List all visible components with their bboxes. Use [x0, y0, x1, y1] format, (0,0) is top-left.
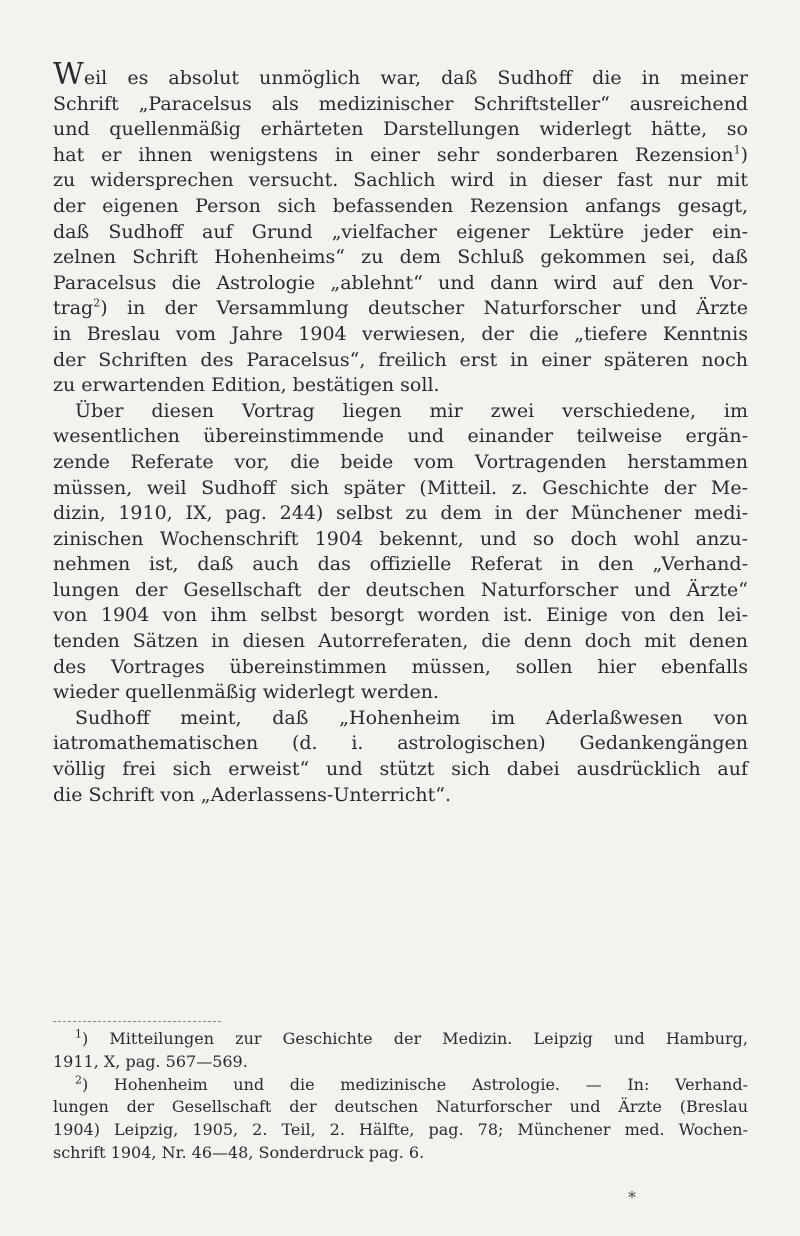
line-text: müssen, weil Sudhoff sich später (Mitteil. z. Geschichte der Me- — [53, 476, 748, 499]
line-text: die Schrift von „Aderlassens-Unterricht“. — [53, 783, 451, 806]
text-line — [53, 117, 748, 143]
line-text: wesentlichen übereinstimmende und einander teilweise ergän- — [53, 425, 748, 448]
text-line — [53, 680, 748, 706]
footnotes — [53, 1028, 748, 1165]
line-text: Schrift „Paracelsus als medizinischer Schriftsteller“ ausreichend — [53, 92, 748, 115]
line-text: lungen der Gesellschaft der deutschen Naturforscher und Ärzte“ — [53, 578, 748, 601]
line-text: nehmen ist, daß auch das offizielle Referat in den „Verhand- — [53, 553, 748, 576]
initial-letter: W — [53, 57, 84, 92]
line-text: zu widersprechen versucht. Sachlich wird in dieser fast nur mit — [53, 169, 748, 192]
text-line — [53, 194, 748, 220]
text-line — [53, 603, 748, 629]
footnote-line — [53, 1051, 748, 1074]
line-text: der eigenen Person sich befassenden Rezension anfangs gesagt, — [53, 194, 748, 217]
text-line — [53, 322, 748, 348]
text-line — [53, 373, 748, 399]
text-line — [53, 245, 748, 271]
text-line — [53, 92, 748, 118]
line-text: eil es absolut unmöglich war, daß Sudhoff die in meiner — [83, 67, 748, 89]
text-line — [53, 783, 748, 809]
line-text: Paracelsus die Astrologie „ablehnt“ und dann wird auf den Vor- — [53, 271, 748, 294]
text-line — [53, 220, 748, 246]
line-text: und quellenmäßig erhärteten Darstellungen widerlegt hätte, so — [53, 118, 748, 141]
line-text: der Schriften des Paracelsus“, freilich erst in einer späteren noch — [53, 348, 748, 371]
text-line — [53, 552, 748, 578]
text-line — [53, 296, 748, 322]
text-line — [53, 629, 748, 655]
footnote-number-text: 1 — [75, 1027, 82, 1041]
footnote-line — [53, 1028, 748, 1051]
text-line — [53, 706, 748, 732]
line-text: zinischen Wochenschrift 1904 bekennt, und so doch wohl anzu- — [53, 527, 748, 550]
text-line — [53, 655, 748, 681]
text-line — [53, 168, 748, 194]
footnote-text: 1904) Leipzig, 1905, 2. Teil, 2. Hälfte, pag. 78; Münchener med. Wochen- — [53, 1120, 748, 1140]
footnote-marker — [734, 143, 741, 156]
footnote-line — [53, 1142, 748, 1165]
line-text: Über diesen Vortrag liegen mir zwei verschiedene, im — [75, 399, 748, 422]
signature-mark: * — [628, 1188, 636, 1207]
text-line — [53, 731, 748, 757]
line-text: hat er ihnen wenigstens in einer sehr sonderbaren Rezension — [53, 143, 734, 166]
footnote-line — [53, 1119, 748, 1142]
line-text: zelnen Schrift Hohenheims“ zu dem Schluß gekommen sei, daß — [53, 246, 748, 269]
footnote-text: schrift 1904, Nr. 46—48, Sonderdruck pag. 6. — [53, 1142, 425, 1162]
line-text: in Breslau vom Jahre 1904 verwiesen, der die „tiefere Kenntnis — [53, 322, 748, 345]
text-line — [53, 578, 748, 604]
text-line — [53, 757, 748, 783]
footnote-number — [75, 1073, 82, 1086]
footnote-number — [75, 1028, 82, 1041]
line-text: iatromathematischen (d. i. astrologischen) Gedankengängen — [53, 732, 748, 755]
line-text: tenden Sätzen in diesen Autorreferaten, die denn doch mit denen — [53, 630, 748, 653]
line-text: Sudhoff meint, daß „Hohenheim im Aderlaßwesen von — [75, 706, 748, 729]
line-text: des Vortrages übereinstimmen müssen, sollen hier ebenfalls — [53, 655, 748, 678]
footnote-ref: 1 — [733, 143, 741, 157]
text-line — [53, 143, 748, 169]
line-text-after: ) — [740, 143, 748, 166]
body-text — [53, 57, 748, 808]
line-text: völlig frei sich erweist“ und stützt sich dabei ausdrücklich auf — [53, 758, 748, 781]
line-text: daß Sudhoff auf Grund „vielfacher eigener Lektüre jeder ein- — [53, 220, 748, 243]
text-line — [53, 476, 748, 502]
text-line — [53, 348, 748, 374]
text-line — [53, 527, 748, 553]
line-text: dizin, 1910, IX, pag. 244) selbst zu dem in der Münchener medi- — [53, 502, 748, 525]
text-line — [53, 399, 748, 425]
footnote-line — [53, 1074, 748, 1097]
footnote-line — [53, 1096, 748, 1119]
line-text: zu erwartenden Edition, bestätigen soll. — [53, 374, 440, 397]
line-text: zende Referate vor, die beide vom Vortragenden herstammen — [53, 450, 748, 473]
line-text-after: ) in der Versammlung deutscher Naturforscher und Ärzte — [100, 297, 748, 320]
footnote-number-text: 2 — [75, 1073, 82, 1087]
text-line — [53, 424, 748, 450]
footnote-text: ) Mitteilungen zur Geschichte der Medizin. Leipzig und Hamburg, — [82, 1029, 748, 1048]
line-text: von 1904 von ihm selbst besorgt worden ist. Einige von den lei- — [53, 604, 748, 627]
footnote-text: ) Hohenheim und die medizinische Astrologie. — In: Verhand- — [82, 1074, 748, 1094]
text-line — [53, 501, 748, 527]
footnote-ref: 2 — [93, 297, 101, 311]
line-text: wieder quellenmäßig widerlegt werden. — [53, 681, 439, 704]
line-text: trag — [53, 297, 94, 320]
footnote-text: lungen der Gesellschaft der deutschen Naturforscher und Ärzte (Breslau — [53, 1097, 748, 1117]
footnote-separator — [53, 1021, 221, 1022]
text-line — [53, 271, 748, 297]
footnote-text: 1911, X, pag. 567—569. — [53, 1051, 248, 1071]
text-line — [53, 450, 748, 476]
text-line — [53, 57, 748, 92]
